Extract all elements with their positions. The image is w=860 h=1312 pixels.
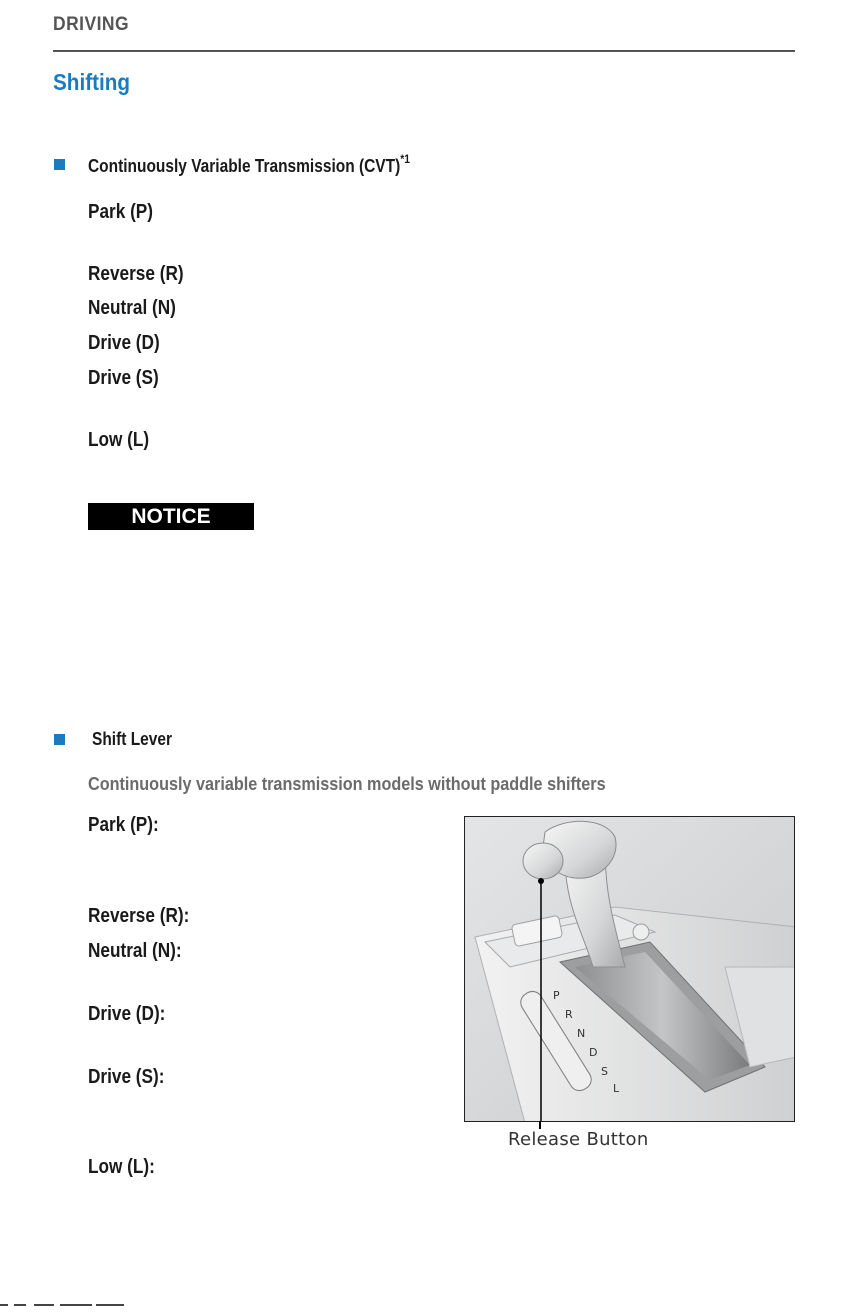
gate-letter-d: D — [589, 1046, 598, 1059]
gate-letter-p: P — [553, 989, 560, 1002]
release-button-label: Release Button — [508, 1129, 649, 1150]
release-button — [523, 843, 563, 879]
lever-gear-drive-s: Drive (S): — [88, 1066, 165, 1088]
shift-lever-figure — [464, 816, 795, 1122]
notice-badge: NOTICE — [88, 503, 254, 530]
lever-gear-neutral: Neutral (N): — [88, 940, 182, 962]
square-bullet-icon — [54, 734, 65, 745]
gate-letter-s: S — [601, 1065, 608, 1078]
footer-marks — [0, 1304, 130, 1307]
section-label: DRIVING — [53, 14, 130, 35]
footnote-mark: *1 — [400, 152, 411, 166]
cvt-heading — [88, 154, 410, 177]
gear-drive-d: Drive (D) — [88, 332, 160, 354]
square-bullet-icon — [54, 159, 65, 170]
gear-park: Park (P) — [88, 201, 154, 223]
cvt-heading-text: Continuously Variable Transmission (CVT) — [88, 156, 401, 176]
gear-neutral: Neutral (N) — [88, 297, 176, 319]
gear-low: Low (L) — [88, 429, 150, 451]
shift-lever-subheading: Continuously variable transmission models without paddle shifters — [88, 774, 606, 794]
shift-lever-heading: Shift Lever — [92, 729, 173, 749]
gear-drive-s: Drive (S) — [88, 367, 159, 389]
gate-letter-l: L — [613, 1082, 620, 1095]
shift-lever-illustration — [465, 817, 795, 1122]
header-rule — [53, 50, 795, 52]
callout-leader — [539, 1121, 541, 1129]
lever-gear-park: Park (P): — [88, 814, 159, 836]
gate-letter-n: N — [577, 1027, 586, 1040]
page-title: Shifting — [53, 69, 131, 95]
gear-reverse: Reverse (R) — [88, 263, 184, 285]
lever-gear-drive-d: Drive (D): — [88, 1003, 166, 1025]
gate-letter-r: R — [565, 1008, 573, 1021]
lever-gear-reverse: Reverse (R): — [88, 905, 190, 927]
lever-gear-low: Low (L): — [88, 1156, 155, 1178]
